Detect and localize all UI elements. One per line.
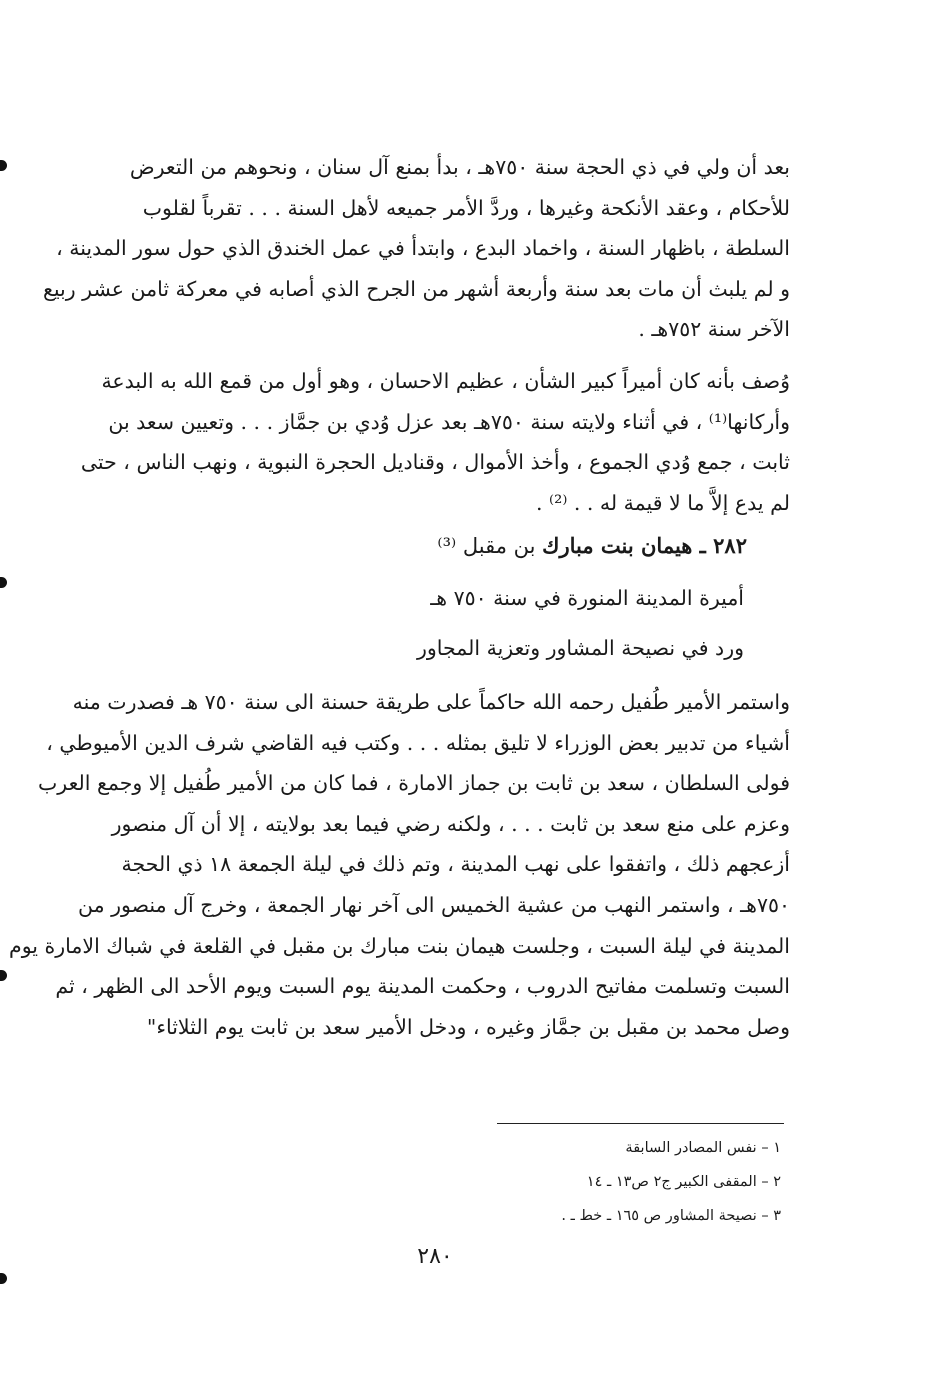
text-line: المدينة في ليلة السبت ، وجلست هيمان بنت مبارك بن مقبل في القلعة في شباك الامارة يوم	[9, 933, 790, 958]
footnote-ref: ⁽³⁾	[437, 534, 463, 558]
text-line: وأركانها⁽¹⁾ ، في أثناء ولايته سنة ٧٥٠هـ بعد عزل وُدي بن جمَّاز . . . وتعيين سعد بن	[108, 409, 790, 434]
entry-number: ٢٨٢	[713, 533, 747, 558]
text-line: الآخر سنة ٧٥٢هـ .	[638, 317, 790, 342]
source-note: ورد في نصيحة المشاور وتعزية المجاور	[417, 636, 744, 660]
text-line: بعد أن ولي في ذي الحجة سنة ٧٥٠هـ ، بدأ بمنع آل سنان ، ونحوهم من التعرض	[129, 155, 790, 179]
text-line: فولى السلطان ، سعد بن ثابت بن جماز الامارة ، فما كان من الأمير طُفيل إلا وجمع العرب	[38, 771, 790, 796]
text-line: أشياء من تدبير بعض الوزراء لا تليق بمثله . . . وكتب فيه القاضي شرف الدين الأميوطي ،	[46, 730, 790, 755]
paragraph-3	[9, 682, 790, 1047]
text-line: لم يدع إلاَّ ما لا قيمة له . . ⁽²⁾ .	[536, 490, 790, 515]
text-line: واستمر الأمير طُفيل رحمه الله حاكماً على طريقة حسنة الى سنة ٧٥٠ هـ فصدرت منه	[72, 690, 790, 714]
footnote: ١ – نفس المصادر السابقة	[625, 1140, 781, 1156]
binding-hole-mark	[0, 577, 7, 588]
paragraph-2	[80, 361, 790, 523]
footnote: ٣ – نصيحة المشاور ص ١٦٥ ـ خط ـ .	[561, 1208, 781, 1224]
subtitle: أميرة المدينة المنورة في سنة ٧٥٠ هـ	[430, 586, 744, 610]
text-line: للأحكام ، وعقد الأنكحة وغيرها ، وردَّ الأمر جميعه لأهل السنة . . . تقرباً لقلوب	[142, 195, 790, 220]
text-line: وصل محمد بن مقبل بن جمَّاز وغيره ، ودخل الأمير سعد بن ثابت يوم الثلاثاء"	[146, 1014, 790, 1039]
binding-hole-mark	[0, 970, 7, 981]
entry-name: هيمان بنت مبارك	[542, 533, 693, 558]
text-line: و لم يلبث أن مات بعد سنة وأربعة أشهر من الجرح الذي أصابه في معركة ثامن عشر ربيع	[42, 276, 790, 301]
text-line: وُصف بأنه كان أميراً كبير الشأن ، عظيم الاحسان ، وهو أول من قمع الله به البدعة	[101, 369, 790, 393]
footnote-separator	[497, 1123, 784, 1124]
binding-hole-mark	[0, 160, 7, 171]
page-number: ٢٨٠	[417, 1244, 453, 1269]
paragraph-1	[42, 147, 790, 350]
text-line: وعزم على منع سعد بن ثابت . . . ، ولكنه رضي فيما بعد بولايته ، إلا أن آل منصور	[111, 811, 790, 836]
text-line: السبت وتسلمت مفاتيح الدروب ، وحكمت المدينة يوم السبت ويوم الأحد الى الظهر ، ثم	[55, 974, 790, 999]
text-line: ٧٥٠هـ ، واستمر النهب من عشية الخميس الى آخر نهار الجمعة ، وخرج آل منصور من	[78, 892, 790, 917]
entry-heading	[437, 526, 747, 566]
text-line: ثابت ، جمع وُدي الجموع ، وأخذ الأموال ، وقناديل الحجرة النبوية ، ونهب الناس ، حتى	[80, 450, 790, 475]
text-line: أزعجهم ذلك ، واتفقوا على نهب المدينة ، وتم ذلك في ليلة الجمعة ١٨ ذي الحجة	[121, 852, 790, 877]
binding-hole-mark	[0, 1273, 7, 1284]
text-line: السلطة ، باظهار السنة ، واخماد البدع ، وابتدأ في عمل الخندق الذي حول سور المدينة ،	[56, 236, 790, 261]
entry-separator: ـ	[692, 533, 714, 558]
entry-name-rest: بن مقبل	[462, 534, 543, 558]
footnote: ٢ – المقفى الكبير ج٢ ص١٣ ـ ١٤	[586, 1174, 781, 1190]
